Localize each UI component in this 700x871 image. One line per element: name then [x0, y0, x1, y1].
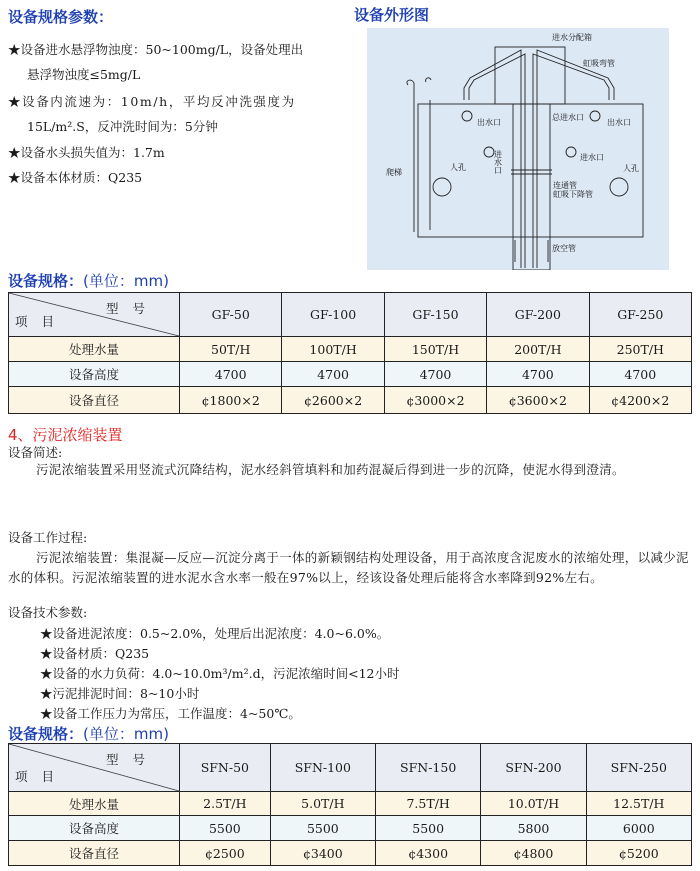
model-header: GF-50 — [180, 293, 282, 337]
corner-model-label: 型号 — [105, 752, 159, 767]
table-header-row — [9, 744, 692, 792]
cell: 5500 — [180, 816, 271, 841]
cell: 7.5T/H — [376, 792, 481, 816]
model-header: SFN-150 — [376, 744, 481, 792]
table-row — [9, 387, 692, 414]
cell: 4700 — [282, 362, 384, 387]
cell: ¢1800×2 — [180, 387, 282, 414]
cell: 5.0T/H — [270, 792, 375, 816]
cell: ¢4800 — [481, 841, 586, 866]
param-bullet: ★设备进泥浓度：0.5~2.0%，处理后出泥浓度：4.0~6.0%。 — [40, 626, 390, 641]
table-row — [9, 362, 692, 387]
cell: ¢5200 — [586, 841, 691, 866]
gf-spec-table — [8, 292, 692, 414]
row-label: 处理水量 — [9, 792, 180, 816]
model-header: GF-100 — [282, 293, 384, 337]
label-outlet-right: 出水口 — [607, 118, 631, 127]
cell: ¢3400 — [270, 841, 375, 866]
cell: ¢4300 — [376, 841, 481, 866]
table-row — [9, 792, 692, 816]
label-connector: 连通管 — [553, 181, 577, 190]
spec-bullet: ★设备本体材质：Q235 — [8, 170, 143, 185]
cell: ¢2500 — [180, 841, 271, 866]
cell: 2.5T/H — [180, 792, 271, 816]
cell: 12.5T/H — [586, 792, 691, 816]
corner-cell — [9, 744, 180, 792]
spec-bullet: 15L/m².S，反冲洗时间为：5分钟 — [27, 119, 218, 134]
label-siphon-down: 虹吸下降管 — [553, 190, 593, 199]
model-header: GF-150 — [384, 293, 486, 337]
process-text: 污泥浓缩装置：集混凝—反应—沉淀分离于一体的新颖钢结构处理设备，用于高浓度含泥废水的浓缩处理，以减少泥水的体积。污泥浓缩装置的进水泥水含水率一般在97%以上，经该设备处理后能将含水率降到92%左右。 — [8, 550, 689, 585]
equipment-diagram — [367, 28, 669, 270]
cell: 200T/H — [487, 337, 589, 362]
table-header-row — [9, 293, 692, 337]
label-inlet-box: 进水分配箱 — [552, 33, 592, 42]
table2-title-text: 设备规格： — [8, 725, 84, 743]
spec-bullet: ★设备水头损失值为：1.7m — [8, 145, 165, 160]
equipment-drawing — [367, 28, 669, 270]
row-label: 设备高度 — [9, 362, 180, 387]
cell: 4700 — [384, 362, 486, 387]
cell: ¢3000×2 — [384, 387, 486, 414]
cell: 4700 — [180, 362, 282, 387]
desc-title: 设备简述: — [8, 445, 63, 460]
table1-unit: (单位：mm) — [83, 272, 169, 290]
cell: 5500 — [376, 816, 481, 841]
label-ladder: 爬梯 — [386, 168, 402, 177]
diagram-background — [367, 28, 669, 270]
cell: 250T/H — [589, 337, 691, 362]
desc-text: 污泥浓缩装置采用竖流式沉降结构，泥水经斜管填料和加药混凝后得到进一步的沉降，使泥水得到澄清。 — [36, 462, 625, 477]
label-inlet-right: 进水口 — [580, 153, 604, 162]
sfn-spec-table — [8, 743, 692, 866]
cell: 4700 — [589, 362, 691, 387]
model-header: SFN-250 — [586, 744, 691, 792]
param-bullet: ★设备工作压力为常压，工作温度：4~50℃。 — [40, 706, 301, 721]
params-title: 设备技术参数: — [8, 605, 88, 620]
label-manhole-right: 人孔 — [623, 164, 639, 173]
cell: 10.0T/H — [481, 792, 586, 816]
figure-title: 设备外形图 — [354, 6, 430, 24]
corner-cell — [9, 293, 180, 337]
model-header: SFN-50 — [180, 744, 271, 792]
spec-params-title: 设备规格参数： — [8, 8, 114, 26]
row-label: 设备直径 — [9, 841, 180, 866]
model-header: GF-250 — [589, 293, 691, 337]
model-header: SFN-200 — [481, 744, 586, 792]
cell: 5800 — [481, 816, 586, 841]
cell: ¢3600×2 — [487, 387, 589, 414]
spec-bullet: 悬浮物浊度≤5mg/L — [27, 67, 141, 82]
row-label: 处理水量 — [9, 337, 180, 362]
cell: 4700 — [487, 362, 589, 387]
cell: 50T/H — [180, 337, 282, 362]
cell: ¢2600×2 — [282, 387, 384, 414]
model-header: SFN-100 — [270, 744, 375, 792]
label-siphon-bend: 虹吸弯管 — [583, 59, 615, 68]
model-header: GF-200 — [487, 293, 589, 337]
table2-title — [8, 723, 169, 744]
cell: 6000 — [586, 816, 691, 841]
table-row — [9, 816, 692, 841]
spec-bullet: ★设备进水悬浮物浊度：50~100mg/L，设备处理出 — [8, 42, 304, 57]
process-title: 设备工作过程: — [8, 530, 88, 545]
cell: 100T/H — [282, 337, 384, 362]
cell: 150T/H — [384, 337, 486, 362]
label-inlet-left: 进水口 — [493, 150, 503, 174]
cell: ¢4200×2 — [589, 387, 691, 414]
corner-model-label: 型号 — [105, 301, 159, 316]
param-bullet: ★设备的水力负荷：4.0~10.0m³/m².d，污泥浓缩时间<12小时 — [40, 666, 400, 681]
table-row — [9, 337, 692, 362]
param-bullet: ★污泥排泥时间：8~10小时 — [40, 686, 200, 701]
table-row — [9, 841, 692, 866]
row-label: 设备直径 — [9, 387, 180, 414]
label-main-inlet: 总进水口 — [552, 113, 584, 122]
param-bullet: ★设备材质：Q235 — [40, 646, 150, 661]
table1-title-text: 设备规格： — [8, 272, 84, 290]
table1-title — [8, 270, 169, 291]
spec-bullet: ★设备内流速为：10m/h，平均反冲洗强度为 — [8, 94, 296, 109]
row-label: 设备高度 — [9, 816, 180, 841]
corner-item-label: 项目 — [15, 769, 69, 784]
label-manhole-left: 人孔 — [450, 163, 466, 172]
cell: 5500 — [270, 816, 375, 841]
label-outlet-left: 出水口 — [477, 118, 501, 127]
table2-unit: (单位：mm) — [83, 725, 169, 743]
label-drain: 放空管 — [552, 244, 576, 253]
section4-heading: 4、污泥浓缩装置 — [8, 426, 123, 444]
corner-item-label: 项目 — [15, 314, 69, 329]
